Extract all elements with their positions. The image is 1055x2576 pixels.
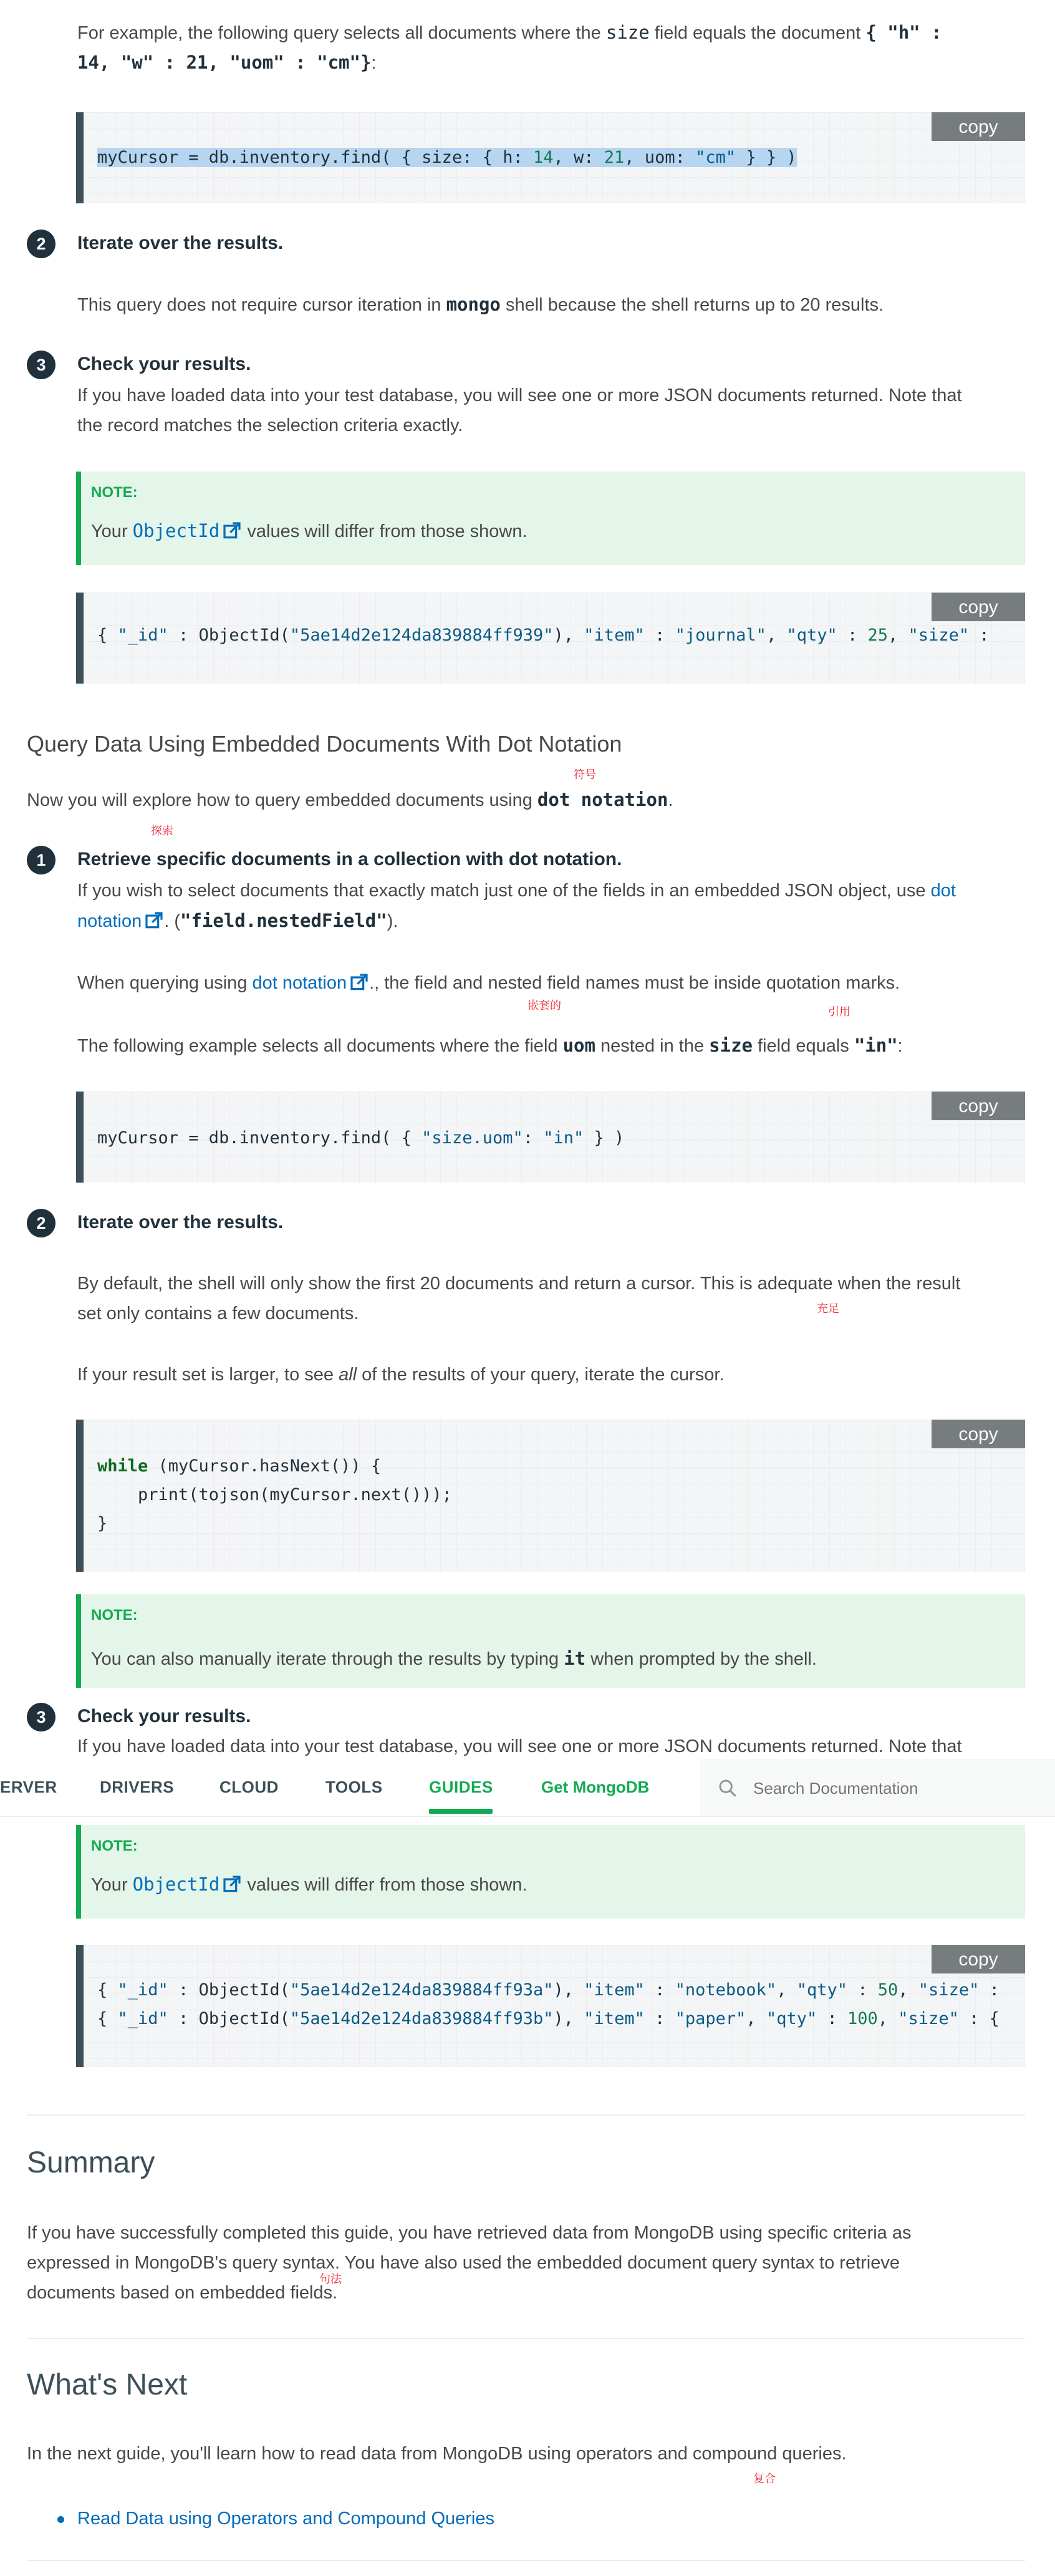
code-string: "item"	[584, 626, 645, 645]
in-term: "in"	[854, 1035, 898, 1056]
code-string: "cm"	[695, 148, 736, 167]
step-title: Iterate over the results.	[77, 233, 284, 253]
annotation: 嵌套的	[528, 999, 561, 1012]
code-part: myCursor = db.inventory.find( { size: { h:	[97, 148, 533, 167]
code-string: "qty"	[766, 2009, 817, 2028]
step1-para3-pre: The following example selects all documents where the field	[77, 1036, 563, 1056]
dot-notation-link[interactable]: dot	[930, 881, 956, 901]
nested-field-term: "field.nestedField"	[180, 910, 387, 931]
divider	[27, 2338, 1025, 2339]
code-string: "item"	[584, 2009, 645, 2028]
nav-guides[interactable]: GUIDES	[429, 1778, 493, 1796]
nav-tools[interactable]: TOOLS	[325, 1778, 383, 1796]
code-string: "qty"	[796, 1980, 847, 2000]
external-link-icon[interactable]	[222, 521, 242, 541]
code-part: :	[817, 2009, 847, 2028]
code-part: ,	[776, 1980, 797, 2000]
uom-term: uom	[562, 1035, 595, 1056]
divider	[27, 2114, 1025, 2116]
code-string: "5ae14d2e124da839884ff93a"	[289, 1980, 554, 2000]
code-string: "5ae14d2e124da839884ff939"	[289, 626, 554, 645]
annotation: 引用	[828, 1005, 850, 1018]
bullet	[57, 2516, 64, 2523]
step1-line1-pre: If you wish to select documents that exactly match just one of the fields in an embedded JSON object, use	[77, 881, 931, 901]
step-number: 3	[27, 351, 55, 379]
step1-para-2	[77, 968, 900, 998]
code-part: : ObjectId(	[168, 626, 290, 645]
step-number: 1	[27, 846, 55, 874]
code-block-result-journal	[76, 593, 1025, 684]
code-line: print(tojson(myCursor.next()));	[97, 1485, 452, 1504]
code-num: 25	[867, 626, 889, 645]
objectid-link[interactable]: ObjectId	[132, 520, 220, 541]
code-block-result-notebook-paper	[76, 1945, 1025, 2067]
summary-heading: Summary	[27, 2146, 155, 2179]
code-string: "size"	[908, 626, 970, 645]
objectid-link[interactable]: ObjectId	[132, 1874, 220, 1895]
step2b-para-2	[77, 1360, 725, 1390]
code-part: , uom:	[624, 148, 696, 167]
step1-line-2	[77, 906, 398, 936]
step1-para2-post: ., the field and nested field names must be inside quotation marks.	[369, 973, 900, 993]
code-part: :	[837, 626, 868, 645]
nav-server[interactable]: ERVER	[0, 1778, 57, 1796]
code-part: ),	[553, 626, 584, 645]
code-block-find-size	[76, 112, 1025, 203]
note-body	[91, 520, 528, 542]
step1-para3-mid: nested in the	[595, 1036, 710, 1056]
dot-notation-term: dot notation	[537, 789, 668, 810]
code-part: :	[847, 1980, 878, 2000]
step-title: Iterate over the results.	[77, 1212, 284, 1232]
step1-line2-post: ).	[387, 911, 398, 931]
code-part: ,	[898, 1980, 918, 2000]
code-text[interactable]	[97, 1124, 624, 1153]
code-part: : {	[958, 2009, 1000, 2028]
code-part: ,	[877, 2009, 898, 2028]
code-string: "journal"	[675, 626, 766, 645]
step-title: Retrieve specific documents in a collection with dot notation.	[77, 849, 622, 869]
nav-cloud[interactable]: CLOUD	[219, 1778, 279, 1796]
code-string: "qty"	[786, 626, 837, 645]
code-part: :	[969, 626, 990, 645]
step1-para-3	[77, 1030, 903, 1061]
code-string: "_id"	[117, 1980, 168, 2000]
intro-doc: 14, "w" : 21, "uom" : "cm"}	[77, 52, 372, 73]
annotation: 充足	[817, 1302, 839, 1315]
external-link-icon[interactable]	[144, 911, 164, 931]
code-line: }	[97, 1514, 108, 1533]
code-block-while-loop	[76, 1420, 1025, 1572]
it-term: it	[564, 1648, 586, 1669]
note-body	[91, 1648, 817, 1670]
code-part: :	[644, 1980, 675, 2000]
code-part: } )	[584, 1128, 625, 1148]
whats-next-text: In the next guide, you'll learn how to read data from MongoDB using operators and compound queries.	[27, 2444, 847, 2464]
note-post: values will differ from those shown.	[242, 521, 528, 541]
code-part: {	[97, 626, 118, 645]
top-navigation	[0, 1759, 1055, 1817]
code-num: 100	[847, 2009, 878, 2028]
copy-button[interactable]: copy	[932, 1420, 1025, 1448]
code-part: , w:	[553, 148, 604, 167]
intro-doc-start: { "h" :	[865, 22, 942, 43]
step2b-para1-line-2: set only contains a few documents.	[77, 1304, 359, 1324]
code-string: "paper"	[675, 2009, 746, 2028]
summary-line-1: If you have successfully completed this guide, you have retrieved data from MongoDB using specific criteria as	[27, 2223, 912, 2243]
step1-para2-pre: When querying using	[77, 973, 253, 993]
step1-line2-mid: . (	[164, 911, 180, 931]
code-part: :	[523, 1128, 544, 1148]
step2b-para2-post: of the results of your query, iterate the cursor.	[357, 1365, 725, 1385]
nav-drivers[interactable]: DRIVERS	[100, 1778, 175, 1796]
code-part: : ObjectId(	[168, 2009, 290, 2028]
step-number: 2	[27, 230, 55, 258]
copy-button[interactable]: copy	[932, 593, 1025, 621]
annotation: 符号	[574, 768, 596, 781]
code-string: "size.uom"	[422, 1128, 523, 1148]
code-string: "item"	[584, 1980, 645, 2000]
annotation: 句法	[319, 2273, 342, 2285]
intro-text-post: field equals the document	[649, 23, 866, 43]
section-intro-post: .	[668, 790, 673, 810]
code-text[interactable]	[97, 1452, 452, 1538]
code-part: ,	[888, 626, 908, 645]
step1-line-1	[77, 876, 956, 906]
step-text-line-2: the record matches the selection criteria exactly.	[77, 415, 463, 435]
code-string: "in"	[543, 1128, 584, 1148]
nav-active-indicator	[429, 1809, 493, 1814]
code-part: :	[979, 1980, 1000, 2000]
code-part: : ObjectId(	[168, 1980, 290, 2000]
code-keyword: while	[97, 1456, 148, 1476]
code-block-find-size-uom	[76, 1092, 1025, 1183]
step2b-para1-line-1: By default, the shell will only show the first 20 documents and return a cursor. This is adequate when the result	[77, 1274, 961, 1294]
code-part: ),	[553, 1980, 584, 2000]
copy-button[interactable]: copy	[932, 1092, 1025, 1120]
summary-line-2: expressed in MongoDB's query syntax. You have also used the embedded document query syntax to retrieve	[27, 2253, 900, 2273]
section-intro-pre: Now you will explore how to query embedded documents using	[27, 790, 537, 810]
step3b-line-1: If you have loaded data into your test database, you will see one or more JSON documents returned. Note that	[77, 1736, 962, 1756]
note-title: NOTE:	[91, 484, 138, 501]
size-term: size	[709, 1035, 753, 1056]
copy-button[interactable]: copy	[932, 112, 1025, 141]
divider	[27, 2560, 1025, 2561]
code-part: :	[644, 2009, 675, 2028]
note-post: when prompted by the shell.	[585, 1649, 817, 1669]
code-part: {	[97, 2009, 118, 2028]
code-string: "_id"	[117, 2009, 168, 2028]
note-pre: You can also manually iterate through the results by typing	[91, 1649, 564, 1669]
code-num: 21	[604, 148, 625, 167]
step1-para3-mid2: field equals	[753, 1036, 854, 1056]
get-mongodb-link[interactable]: Get MongoDB	[541, 1778, 650, 1796]
intro-line-2	[77, 47, 376, 78]
intro-colon: :	[371, 53, 377, 73]
step2b-para2-pre: If your result set is larger, to see	[77, 1365, 339, 1385]
step-number: 2	[27, 1209, 55, 1237]
step-text-line-1: If you have loaded data into your test database, you will see one or more JSON documents returned. Note that	[77, 385, 962, 405]
intro-line-1	[77, 17, 942, 48]
search-icon[interactable]	[717, 1778, 738, 1799]
annotation: 探索	[151, 825, 173, 837]
code-part: :	[644, 626, 675, 645]
code-part: {	[97, 1980, 118, 2000]
code-part: ),	[553, 2009, 584, 2028]
code-line: (myCursor.hasNext()) {	[148, 1456, 382, 1476]
mongo-shell-term: mongo	[446, 294, 501, 315]
code-part: ,	[766, 626, 787, 645]
intro-text: For example, the following query selects all documents where the	[77, 23, 606, 43]
code-string: "size"	[918, 1980, 980, 2000]
summary-line-3: documents based on embedded fields.	[27, 2283, 338, 2303]
code-string: "notebook"	[675, 1980, 777, 2000]
section-intro	[27, 785, 673, 815]
note-body	[91, 1874, 528, 1896]
code-part: myCursor = db.inventory.find( {	[97, 1128, 422, 1148]
code-part: ,	[746, 2009, 766, 2028]
note-post: values will differ from those shown.	[242, 1875, 528, 1895]
code-text[interactable]	[97, 143, 797, 172]
annotation: 复合	[753, 2472, 776, 2485]
note-box	[76, 472, 1025, 565]
section-heading: Query Data Using Embedded Documents With Dot Notation	[27, 731, 622, 757]
intro-field-size: size	[605, 22, 650, 43]
note-pre: Your	[91, 1875, 133, 1895]
step-title: Check your results.	[77, 1706, 251, 1726]
code-string: "size"	[898, 2009, 959, 2028]
external-link-icon[interactable]	[222, 1874, 242, 1894]
code-text[interactable]	[97, 1976, 1000, 2033]
step-text-pre: This query does not require cursor iteration in	[77, 295, 446, 315]
external-link-icon[interactable]	[349, 972, 369, 992]
code-num: 14	[532, 148, 554, 167]
code-string: "5ae14d2e124da839884ff93b"	[289, 2009, 554, 2028]
step-text-post: shell because the shell returns up to 20 results.	[500, 295, 884, 315]
search-input[interactable]	[752, 1775, 1041, 1801]
dot-notation-link-2[interactable]: dot notation	[252, 973, 347, 993]
code-string: "_id"	[117, 626, 168, 645]
code-part: } } )	[736, 148, 797, 167]
note-title: NOTE:	[91, 1607, 138, 1624]
note-title: NOTE:	[91, 1838, 138, 1854]
all-emphasis: all	[339, 1365, 357, 1385]
step-title: Check your results.	[77, 354, 251, 374]
dot-notation-link-cont[interactable]: notation	[77, 911, 142, 931]
step1-para3-post: :	[897, 1036, 903, 1056]
code-text[interactable]	[97, 621, 990, 650]
step-text	[77, 289, 884, 320]
code-num: 50	[877, 1980, 898, 2000]
next-guide-link[interactable]: Read Data using Operators and Compound Queries	[77, 2509, 494, 2529]
search-box	[700, 1759, 1055, 1816]
copy-button[interactable]: copy	[932, 1945, 1025, 1973]
note-pre: Your	[91, 521, 133, 541]
whats-next-heading: What's Next	[27, 2368, 188, 2401]
note-box	[76, 1825, 1025, 1919]
step-number: 3	[27, 1703, 55, 1731]
note-box	[76, 1594, 1025, 1688]
